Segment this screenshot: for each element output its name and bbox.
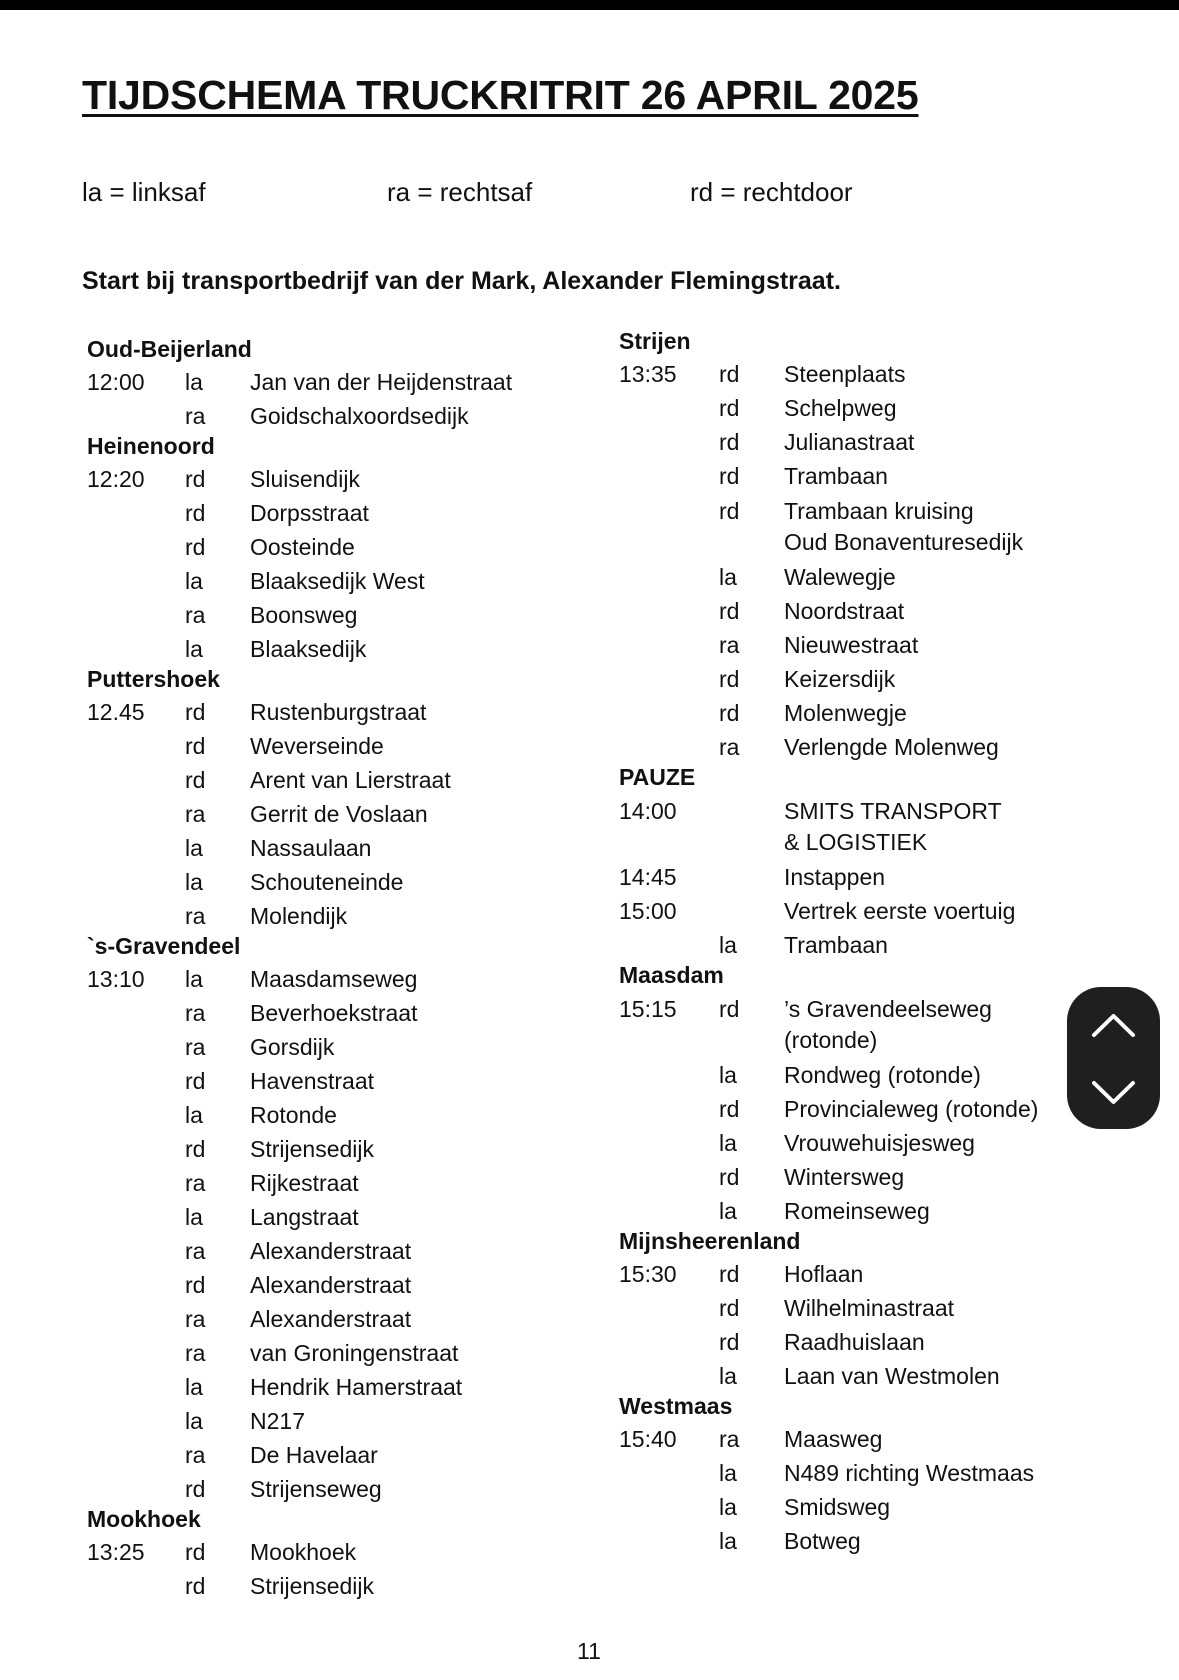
row-time: 12.45: [87, 699, 145, 725]
row-direction: la: [185, 966, 203, 992]
route-row: [619, 1294, 1089, 1323]
row-direction: la: [185, 1408, 203, 1434]
row-direction: la: [185, 835, 203, 861]
row-direction: rd: [185, 1573, 206, 1599]
row-time: 13:35: [619, 361, 677, 387]
row-direction: rd: [185, 1136, 206, 1162]
row-street: Blaaksedijk: [250, 636, 367, 662]
row-street: Alexanderstraat: [250, 1272, 412, 1298]
row-street: Goidschalxoordsedijk: [250, 403, 469, 429]
row-time: [87, 1475, 185, 1504]
document-title: TIJDSCHEMA TRUCKRITRIT 26 APRIL 2025: [82, 72, 919, 118]
route-row: [619, 931, 1089, 960]
page-number: 11: [577, 1638, 601, 1664]
schedule-section: [619, 1393, 1089, 1556]
row-time: [87, 1339, 185, 1368]
row-street: Trambaan kruising Oud Bonaventuresedijk: [784, 498, 1024, 555]
row-street: Vrouwehuisjesweg: [784, 1130, 975, 1156]
row-time: [87, 533, 185, 562]
row-street: Sluisendijk: [250, 466, 360, 492]
route-row: [619, 462, 1089, 491]
row-time: [619, 699, 719, 728]
row-street: Dorpsstraat: [250, 500, 369, 526]
row-direction: la: [719, 1528, 737, 1554]
route-row: [87, 567, 607, 596]
row-time: [619, 1095, 719, 1124]
place-heading: Puttershoek: [87, 666, 220, 692]
row-time: 15:30: [619, 1261, 677, 1287]
row-time: [87, 1441, 185, 1470]
route-row: [87, 601, 607, 630]
row-street: Boonsweg: [250, 602, 358, 628]
row-street: Maasweg: [784, 1426, 883, 1452]
row-street: Keizersdijk: [784, 666, 896, 692]
row-direction: rd: [719, 598, 740, 624]
route-row: [87, 402, 607, 431]
row-street: Rijkestraat: [250, 1170, 359, 1196]
row-direction: la: [185, 636, 203, 662]
row-street: Hoflaan: [784, 1261, 864, 1287]
row-street: Romeinseweg: [784, 1198, 930, 1224]
row-direction: rd: [185, 500, 206, 526]
route-row: [87, 902, 607, 931]
row-street: Vertrek eerste voertuig: [784, 898, 1016, 924]
route-row: [87, 766, 607, 795]
row-street: N489 richting Westmaas: [784, 1460, 1035, 1486]
row-direction: rd: [185, 1476, 206, 1502]
row-street: Rotonde: [250, 1102, 337, 1128]
row-direction: rd: [185, 1272, 206, 1298]
route-row: [619, 699, 1089, 728]
row-street: Noordstraat: [784, 598, 905, 624]
row-street: Rondweg (rotonde): [784, 1062, 981, 1088]
row-street: Oosteinde: [250, 534, 355, 560]
row-direction: ra: [719, 1426, 740, 1452]
row-direction: la: [185, 568, 203, 594]
row-street: Schouteneinde: [250, 869, 404, 895]
route-row: [87, 1441, 607, 1470]
row-time: [87, 1101, 185, 1130]
row-direction: ra: [185, 903, 206, 929]
row-street: SMITS TRANSPORT & LOGISTIEK: [784, 798, 1002, 855]
row-direction: ra: [185, 1170, 206, 1196]
row-time: [87, 1169, 185, 1198]
row-direction: ra: [719, 632, 740, 658]
route-row: [87, 368, 607, 397]
route-row: [619, 1197, 1089, 1226]
legend-rechtdoor: rd = rechtdoor: [690, 177, 853, 207]
route-row: [87, 800, 607, 829]
route-row: [87, 965, 607, 994]
row-time: [87, 1373, 185, 1402]
row-direction: la: [185, 1102, 203, 1128]
row-street: Nieuwestraat: [784, 632, 919, 658]
row-street: Molenwegje: [784, 700, 907, 726]
chevron-up-icon: [1091, 1011, 1136, 1039]
route-row: [87, 533, 607, 562]
row-street: Blaaksedijk West: [250, 568, 425, 594]
route-row: [87, 1572, 607, 1601]
row-street: Alexanderstraat: [250, 1238, 412, 1264]
route-row: [619, 428, 1089, 457]
route-row: [619, 1362, 1089, 1391]
row-time: [87, 402, 185, 431]
route-row: [87, 1271, 607, 1300]
row-direction: rd: [185, 733, 206, 759]
row-street: Walewegje: [784, 564, 896, 590]
row-direction: ra: [185, 1442, 206, 1468]
place-heading: Strijen: [619, 328, 691, 354]
row-direction: la: [719, 564, 737, 590]
row-time: [87, 999, 185, 1028]
row-time: [87, 1237, 185, 1266]
row-direction: rd: [185, 1068, 206, 1094]
row-street: Weverseinde: [250, 733, 384, 759]
row-time: [619, 597, 719, 626]
row-street: Provincialeweg (rotonde): [784, 1096, 1039, 1122]
route-row: [619, 1095, 1089, 1124]
row-street: Verlengde Molenweg: [784, 734, 999, 760]
row-time: [619, 1493, 719, 1522]
row-street: Strijenseweg: [250, 1476, 382, 1502]
row-direction: la: [185, 1204, 203, 1230]
row-time: [619, 563, 719, 592]
legend-rechtsaf: ra = rechtsaf: [387, 177, 533, 207]
row-time: [619, 394, 719, 423]
row-time: [87, 766, 185, 795]
row-time: [87, 499, 185, 528]
row-time: [87, 601, 185, 630]
route-row: [87, 1373, 607, 1402]
route-row: [87, 499, 607, 528]
route-row: [619, 563, 1089, 592]
top-border-bar: [0, 0, 1179, 10]
schedule-section: [619, 1228, 1089, 1391]
scroll-up-button[interactable]: [1067, 987, 1160, 1058]
route-row: [619, 1425, 1089, 1454]
row-direction: rd: [185, 1539, 206, 1565]
row-direction: la: [719, 1062, 737, 1088]
row-time: [87, 1135, 185, 1164]
row-street: Gorsdijk: [250, 1034, 335, 1060]
row-direction: ra: [719, 734, 740, 760]
row-street: Beverhoekstraat: [250, 1000, 418, 1026]
row-time: 13:10: [87, 966, 145, 992]
row-street: Alexanderstraat: [250, 1306, 412, 1332]
row-street: Nassaulaan: [250, 835, 372, 861]
row-direction: [719, 863, 784, 892]
schedule-section: [87, 666, 607, 931]
route-row: [619, 1527, 1089, 1556]
row-street: Strijensedijk: [250, 1573, 374, 1599]
row-time: [619, 1527, 719, 1556]
row-time: [87, 635, 185, 664]
row-direction: rd: [719, 498, 740, 524]
route-row: [87, 1135, 607, 1164]
route-row: [87, 698, 607, 727]
route-row: [87, 1538, 607, 1567]
row-street: Schelpweg: [784, 395, 897, 421]
row-time: [619, 631, 719, 660]
route-row: [619, 1459, 1089, 1488]
route-row: [619, 863, 1089, 892]
left-schedule-column: [87, 334, 607, 1601]
route-row: [87, 1305, 607, 1334]
route-row: [87, 834, 607, 863]
row-time: 15:40: [619, 1426, 677, 1452]
row-time: [87, 732, 185, 761]
row-direction: rd: [719, 1295, 740, 1321]
row-time: [87, 1067, 185, 1096]
start-location: Start bij transportbedrijf van der Mark, Alexander Flemingstraat.: [82, 267, 841, 295]
row-time: [619, 1129, 719, 1158]
row-street: Mookhoek: [250, 1539, 357, 1565]
row-direction: la: [719, 1494, 737, 1520]
row-direction: rd: [719, 463, 740, 489]
route-row: [619, 733, 1089, 762]
row-direction: la: [185, 1374, 203, 1400]
row-direction: ra: [185, 1238, 206, 1264]
row-street: Julianastraat: [784, 429, 915, 455]
row-time: [87, 1305, 185, 1334]
row-time: [87, 1203, 185, 1232]
row-street: Gerrit de Voslaan: [250, 801, 428, 827]
row-time: [619, 1328, 719, 1357]
route-row: [619, 1061, 1089, 1090]
row-time: 14:00: [619, 798, 677, 824]
row-direction: ra: [185, 1000, 206, 1026]
row-direction: ra: [185, 1306, 206, 1332]
row-time: [619, 1362, 719, 1391]
legend-linksaf: la = linksaf: [82, 177, 206, 207]
route-row: [87, 999, 607, 1028]
route-row: [619, 394, 1089, 423]
row-street: Arent van Lierstraat: [250, 767, 451, 793]
row-street: Langstraat: [250, 1204, 359, 1230]
route-row: [87, 1339, 607, 1368]
row-direction: [719, 897, 784, 926]
route-row: [87, 465, 607, 494]
schedule-section: [619, 328, 1089, 762]
route-row: [619, 1129, 1089, 1158]
route-row: [87, 1169, 607, 1198]
row-street: Strijensedijk: [250, 1136, 374, 1162]
row-time: 14:45: [619, 864, 677, 890]
row-street: van Groningenstraat: [250, 1340, 459, 1366]
row-direction: la: [719, 1460, 737, 1486]
row-time: [619, 1061, 719, 1090]
row-direction: rd: [185, 767, 206, 793]
row-direction: la: [719, 1363, 737, 1389]
row-street: ’s Gravendeelseweg (rotonde): [784, 996, 992, 1053]
row-time: [87, 1271, 185, 1300]
row-street: Trambaan: [784, 463, 888, 489]
place-heading: Westmaas: [619, 1393, 733, 1419]
row-street: Wintersweg: [784, 1164, 905, 1190]
schedule-section: [87, 336, 607, 431]
row-direction: rd: [719, 1329, 740, 1355]
row-direction: rd: [719, 361, 740, 387]
row-time: [87, 902, 185, 931]
place-heading: Maasdam: [619, 962, 724, 988]
row-direction: rd: [185, 466, 206, 492]
row-direction: ra: [185, 403, 206, 429]
row-street: Smidsweg: [784, 1494, 891, 1520]
row-time: [87, 868, 185, 897]
row-time: [619, 1197, 719, 1226]
row-street: Steenplaats: [784, 361, 906, 387]
scroll-down-button[interactable]: [1067, 1058, 1160, 1129]
route-row: [619, 597, 1089, 626]
row-direction: rd: [185, 699, 206, 725]
row-direction: [719, 796, 784, 858]
schedule-section: [619, 962, 1089, 1226]
row-direction: ra: [185, 1034, 206, 1060]
row-street: Jan van der Heijdenstraat: [250, 369, 513, 395]
row-time: 12:20: [87, 466, 145, 492]
route-row: [87, 635, 607, 664]
row-time: [619, 1459, 719, 1488]
schedule-section: [619, 764, 1089, 960]
route-row: [619, 796, 1089, 858]
row-direction: ra: [185, 602, 206, 628]
route-row: [87, 868, 607, 897]
route-row: [87, 1067, 607, 1096]
row-direction: rd: [719, 395, 740, 421]
row-time: [619, 462, 719, 491]
row-direction: rd: [719, 700, 740, 726]
row-street: Havenstraat: [250, 1068, 375, 1094]
row-direction: rd: [185, 534, 206, 560]
row-direction: ra: [185, 801, 206, 827]
route-row: [87, 1237, 607, 1266]
row-time: [619, 665, 719, 694]
row-time: [87, 834, 185, 863]
row-time: [87, 1572, 185, 1601]
row-direction: rd: [719, 666, 740, 692]
row-time: [619, 1163, 719, 1192]
route-row: [87, 1101, 607, 1130]
row-time: [619, 931, 719, 960]
row-time: [619, 496, 719, 558]
route-row: [619, 1163, 1089, 1192]
row-time: [87, 800, 185, 829]
row-time: 12:00: [87, 369, 145, 395]
row-time: 13:25: [87, 1539, 145, 1565]
row-time: [619, 733, 719, 762]
route-row: [619, 1493, 1089, 1522]
route-row: [87, 1407, 607, 1436]
row-street: Rustenburgstraat: [250, 699, 427, 725]
route-row: [87, 1203, 607, 1232]
row-time: 15:15: [619, 996, 677, 1022]
row-street: N217: [250, 1408, 305, 1434]
right-schedule-column: [619, 326, 1089, 1556]
row-street: Raadhuislaan: [784, 1329, 925, 1355]
row-time: [87, 567, 185, 596]
row-direction: rd: [719, 996, 740, 1022]
row-direction: ra: [185, 1340, 206, 1366]
row-time: 15:00: [619, 898, 677, 924]
route-row: [619, 631, 1089, 660]
route-row: [87, 1475, 607, 1504]
route-row: [87, 732, 607, 761]
route-row: [87, 1033, 607, 1062]
row-street: Laan van Westmolen: [784, 1363, 1000, 1389]
row-street: Trambaan: [784, 932, 888, 958]
row-street: Instappen: [784, 864, 886, 890]
row-direction: la: [185, 369, 203, 395]
row-street: De Havelaar: [250, 1442, 378, 1468]
route-row: [619, 1328, 1089, 1357]
route-row: [619, 1260, 1089, 1289]
row-time: [619, 1294, 719, 1323]
row-time: [619, 428, 719, 457]
row-direction: rd: [719, 1096, 740, 1122]
chevron-down-icon: [1091, 1079, 1136, 1107]
place-heading: Oud-Beijerland: [87, 336, 252, 362]
place-heading: Mijnsheerenland: [619, 1228, 801, 1254]
schedule-section: [87, 933, 607, 1504]
page-scroll-control: [1067, 987, 1160, 1129]
route-row: [619, 360, 1089, 389]
route-row: [619, 496, 1089, 558]
row-time: [87, 1407, 185, 1436]
route-row: [619, 897, 1089, 926]
row-street: Hendrik Hamerstraat: [250, 1374, 463, 1400]
row-direction: la: [719, 1130, 737, 1156]
place-heading: `s-Gravendeel: [87, 933, 241, 959]
route-row: [619, 994, 1089, 1056]
route-row: [619, 665, 1089, 694]
row-direction: la: [185, 869, 203, 895]
row-direction: la: [719, 932, 737, 958]
place-heading: PAUZE: [619, 764, 696, 790]
row-street: Molendijk: [250, 903, 348, 929]
schedule-section: [87, 433, 607, 664]
row-direction: rd: [719, 1164, 740, 1190]
row-time: [87, 1033, 185, 1062]
row-street: Botweg: [784, 1528, 861, 1554]
place-heading: Heinenoord: [87, 433, 215, 459]
row-street: Wilhelminastraat: [784, 1295, 954, 1321]
place-heading: Mookhoek: [87, 1506, 201, 1532]
row-direction: rd: [719, 1261, 740, 1287]
row-direction: la: [719, 1198, 737, 1224]
schedule-section: [87, 1506, 607, 1601]
row-street: Maasdamseweg: [250, 966, 418, 992]
row-direction: rd: [719, 429, 740, 455]
